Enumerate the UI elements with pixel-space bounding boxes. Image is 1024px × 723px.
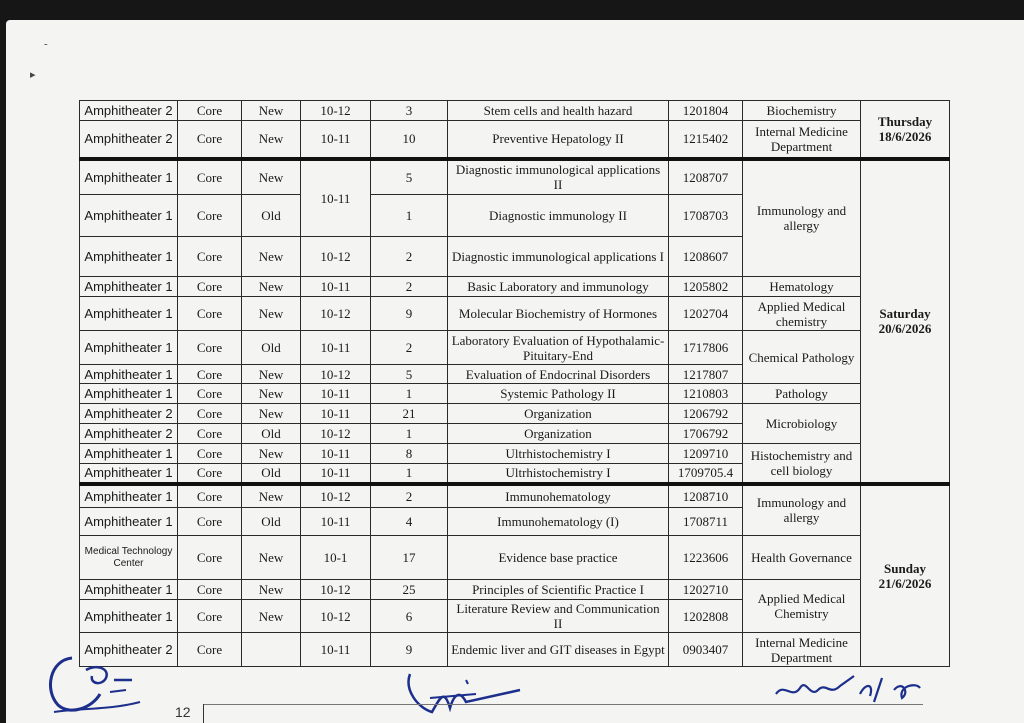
count-cell: 8 [371,444,448,464]
time-cell: 10-12 [301,297,371,331]
table-row [80,484,950,508]
time-cell: 10-11 [301,464,371,484]
code-cell: 1209710 [669,444,743,464]
status-cell: New [242,297,301,331]
code-cell: 1202808 [669,600,743,633]
table-row [80,101,950,121]
time-cell: 10-11 [301,331,371,365]
course-cell: Diagnostic immunological applications I [448,237,669,277]
type-cell: Core [178,404,242,424]
scan-speck: - [44,38,48,50]
type-cell: Core [178,365,242,384]
count-cell: 5 [371,365,448,384]
type-cell: Core [178,277,242,297]
status-cell: Old [242,195,301,237]
type-cell: Core [178,195,242,237]
department-cell: Applied Medical chemistry [743,297,861,331]
type-cell: Core [178,237,242,277]
code-cell: 1708703 [669,195,743,237]
department-cell: Health Governance [743,536,861,580]
status-cell: New [242,404,301,424]
status-cell: New [242,365,301,384]
type-cell: Core [178,580,242,600]
department-cell: Immunology and allergy [743,484,861,536]
code-cell: 1202710 [669,580,743,600]
location-cell: Amphitheater 1 [80,384,178,404]
count-cell: 2 [371,331,448,365]
location-cell: Amphitheater 2 [80,121,178,159]
code-cell: 1201804 [669,101,743,121]
count-cell: 2 [371,484,448,508]
time-cell: 10-11 [301,508,371,536]
location-cell: Amphitheater 1 [80,195,178,237]
status-cell: New [242,159,301,195]
count-cell: 1 [371,195,448,237]
type-cell: Core [178,297,242,331]
status-cell: New [242,277,301,297]
department-cell: Microbiology [743,404,861,444]
location-cell: Amphitheater 2 [80,101,178,121]
course-cell: Endemic liver and GIT diseases in Egypt [448,633,669,667]
status-cell: New [242,580,301,600]
code-cell: 1717806 [669,331,743,365]
location-cell: Amphitheater 1 [80,297,178,331]
course-cell: Diagnostic immunological applications II [448,159,669,195]
table-row [80,121,950,159]
code-cell: 1208607 [669,237,743,277]
count-cell: 1 [371,384,448,404]
time-cell: 10-11 [301,404,371,424]
location-cell: Amphitheater 1 [80,484,178,508]
status-cell: New [242,121,301,159]
status-cell: New [242,600,301,633]
type-cell: Core [178,536,242,580]
code-cell: 1208707 [669,159,743,195]
code-cell: 1206792 [669,404,743,424]
location-cell: Amphitheater 1 [80,365,178,384]
course-cell: Ultrhistochemistry I [448,464,669,484]
count-cell: 25 [371,580,448,600]
code-cell: 0903407 [669,633,743,667]
count-cell: 1 [371,424,448,444]
department-cell: Hematology [743,277,861,297]
time-cell: 10-11 [301,384,371,404]
course-cell: Evidence base practice [448,536,669,580]
time-cell: 10-12 [301,600,371,633]
department-cell: Biochemistry [743,101,861,121]
table-row [80,331,950,365]
status-cell: Old [242,424,301,444]
location-cell: Amphitheater 1 [80,237,178,277]
count-cell: 1 [371,464,448,484]
course-cell: Diagnostic immunology II [448,195,669,237]
footer-rule [203,704,923,705]
table-row [80,404,950,424]
type-cell: Core [178,101,242,121]
location-cell: Amphitheater 1 [80,277,178,297]
type-cell: Core [178,424,242,444]
count-cell: 5 [371,159,448,195]
location-cell: Amphitheater 1 [80,331,178,365]
code-cell: 1709705.4 [669,464,743,484]
location-cell: Amphitheater 1 [80,600,178,633]
status-cell: New [242,384,301,404]
location-cell: Amphitheater 1 [80,580,178,600]
table-row [80,384,950,404]
table-row [80,580,950,600]
time-cell: 10-11 [301,444,371,464]
location-cell: Amphitheater 2 [80,404,178,424]
type-cell: Core [178,159,242,195]
table-row [80,444,950,464]
department-cell: Immunology and allergy [743,159,861,277]
count-cell: 4 [371,508,448,536]
count-cell: 3 [371,101,448,121]
time-cell: 10-11 [301,277,371,297]
time-cell: 10-1 [301,536,371,580]
scan-speck: ▸ [30,69,36,81]
count-cell: 21 [371,404,448,424]
type-cell: Core [178,508,242,536]
count-cell: 10 [371,121,448,159]
location-cell: Amphitheater 2 [80,424,178,444]
course-cell: Literature Review and Communication II [448,600,669,633]
table-row [80,297,950,331]
course-cell: Molecular Biochemistry of Hormones [448,297,669,331]
code-cell: 1706792 [669,424,743,444]
status-cell: Old [242,508,301,536]
time-cell: 10-12 [301,237,371,277]
course-cell: Immunohematology [448,484,669,508]
type-cell: Core [178,464,242,484]
exam-schedule-table [79,100,950,667]
count-cell: 9 [371,633,448,667]
course-cell: Basic Laboratory and immunology [448,277,669,297]
table-row [80,277,950,297]
status-cell: New [242,536,301,580]
course-cell: Principles of Scientific Practice I [448,580,669,600]
status-cell: New [242,237,301,277]
type-cell: Core [178,331,242,365]
department-cell: Chemical Pathology [743,331,861,384]
time-cell: 10-12 [301,580,371,600]
type-cell: Core [178,444,242,464]
table-row [80,633,950,667]
code-cell: 1708711 [669,508,743,536]
status-cell: New [242,484,301,508]
location-cell: Amphitheater 1 [80,444,178,464]
table-row [80,536,950,580]
course-cell: Organization [448,424,669,444]
time-cell: 10-12 [301,484,371,508]
status-cell: New [242,444,301,464]
count-cell: 17 [371,536,448,580]
code-cell: 1215402 [669,121,743,159]
count-cell: 2 [371,277,448,297]
department-cell: Applied Medical Chemistry [743,580,861,633]
time-cell: 10-11 [301,633,371,667]
type-cell: Core [178,633,242,667]
department-cell: Pathology [743,384,861,404]
code-cell: 1208710 [669,484,743,508]
day-cell-saturday: Saturday 20/6/2026 [861,159,950,484]
location-cell: Amphitheater 2 [80,633,178,667]
department-cell: Internal Medicine Department [743,633,861,667]
count-cell: 2 [371,237,448,277]
code-cell: 1210803 [669,384,743,404]
time-cell: 10-11 [301,121,371,159]
course-cell: Ultrhistochemistry I [448,444,669,464]
department-cell: Internal Medicine Department [743,121,861,159]
day-cell-thursday: Thursday 18/6/2026 [861,101,950,159]
type-cell: Core [178,484,242,508]
page-number: 12 [175,704,204,723]
code-cell: 1202704 [669,297,743,331]
time-cell: 10-12 [301,365,371,384]
time-cell: 10-12 [301,424,371,444]
status-cell: Old [242,464,301,484]
department-cell: Histochemistry and cell biology [743,444,861,484]
time-cell: 10-12 [301,101,371,121]
status-cell: Old [242,331,301,365]
status-cell [242,633,301,667]
time-cell: 10-11 [301,159,371,237]
course-cell: Laboratory Evaluation of Hypothalamic-Pituitary-End [448,331,669,365]
table-row [80,159,950,195]
type-cell: Core [178,121,242,159]
course-cell: Preventive Hepatology II [448,121,669,159]
location-cell: Amphitheater 1 [80,464,178,484]
type-cell: Core [178,600,242,633]
location-cell: Medical Technology Center [80,536,178,580]
count-cell: 9 [371,297,448,331]
code-cell: 1217807 [669,365,743,384]
location-cell: Amphitheater 1 [80,159,178,195]
code-cell: 1205802 [669,277,743,297]
type-cell: Core [178,384,242,404]
course-cell: Systemic Pathology II [448,384,669,404]
code-cell: 1223606 [669,536,743,580]
course-cell: Immunohematology (I) [448,508,669,536]
day-cell-sunday: Sunday 21/6/2026 [861,484,950,667]
course-cell: Evaluation of Endocrinal Disorders [448,365,669,384]
status-cell: New [242,101,301,121]
count-cell: 6 [371,600,448,633]
location-cell: Amphitheater 1 [80,508,178,536]
course-cell: Organization [448,404,669,424]
signature-left [40,650,150,723]
signature-middle [400,668,530,723]
course-cell: Stem cells and health hazard [448,101,669,121]
